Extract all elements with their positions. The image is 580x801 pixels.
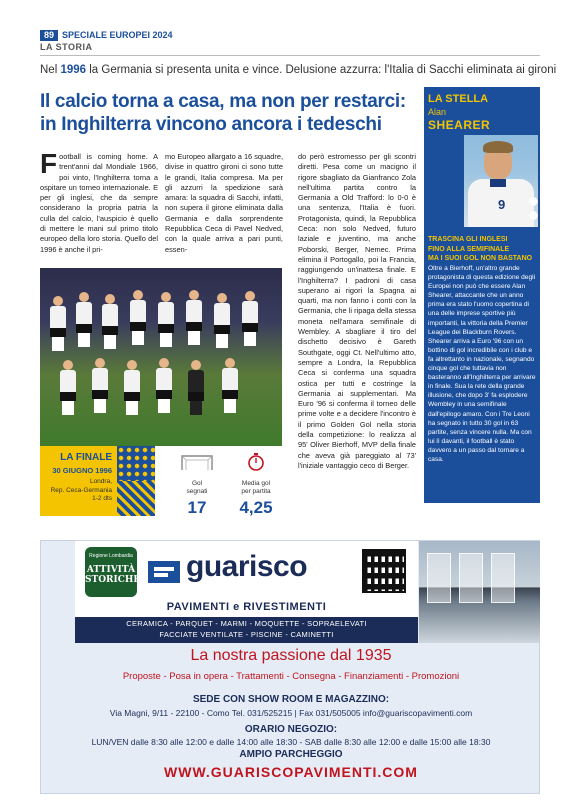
portrait-collar: [490, 179, 506, 187]
final-date: 30 GIUGNO 1996: [52, 466, 112, 475]
stopwatch-icon: [246, 452, 266, 472]
goal-net-icon: [180, 452, 214, 472]
ad-hours-title: ORARIO NEGOZIO:: [244, 724, 338, 735]
guarisco-logo-icon: [148, 561, 180, 583]
ad-website[interactable]: WWW.GUARISCOPAVIMENTI.COM: [164, 764, 418, 780]
final-score: 1-2 dts: [92, 495, 112, 502]
player-figure: [92, 358, 108, 413]
stat-average-value: 4,25: [239, 498, 273, 517]
player-figure: [222, 358, 238, 413]
subsection-title: LA STORIA: [40, 42, 93, 52]
decorative-pattern: [117, 446, 155, 516]
qr-code-icon: [362, 549, 406, 593]
stripes-pattern: [117, 481, 155, 516]
stat-average-label-1: Media gol: [241, 480, 271, 487]
stat-goals-label-1: Gol: [191, 480, 203, 487]
attivita-storiche-badge: [85, 547, 141, 597]
photo-window: [459, 553, 483, 603]
intro-year: 1996: [60, 64, 87, 76]
intro-before: Nel: [40, 64, 61, 76]
stat-average-label: [226, 480, 286, 496]
article-text-2: mo Europeo allargato a 16 squadre, divise in quattro gironi ci sono tutte le grandi, Italia compresa. Ma per gli azzurri la spedizione sarà amara: la squadra di Sacchi, infatti, non supera il girone eliminata dalla Germania e dalla sorprendente Repubblica Ceca di Pavel Nedved, con la quale arriva a pari punti, essen-: [165, 152, 283, 254]
photo-window: [427, 553, 451, 603]
star-player-sidebar: [424, 87, 540, 503]
portrait-hair: [483, 141, 513, 153]
intro-line: [40, 64, 557, 76]
player-figure: [130, 290, 146, 345]
final-match: Rep. Ceca-Germania: [50, 486, 112, 494]
shirt-number: 9: [498, 197, 506, 212]
ad-address: Via Magni, 9/11 - 22100 - Como Tel. 031/525215 | Fax 031/505005 info@guariscopavimenti.com: [109, 708, 473, 718]
article-column-3: [298, 152, 416, 471]
article-text-1: ootball is coming home. A trent'anni dal Mondiale 1966, poi vinto, l'Inghilterra torna a ospitare un torneo internazionale. E per gli inglesi, che da sempre considerano la propria patria la culla del calcio, l'auspicio è quello di mettere le mani sul primo titolo europeo della loro storia. Quello del 1996 è anche il pri-: [40, 152, 158, 254]
article-headline: [40, 90, 420, 136]
section-title: SPECIALE EUROPEI 2024: [62, 30, 173, 40]
ad-services-secondary: Proposte - Posa in opera - Trattamenti - Consegna - Finanziamenti - Promozioni: [122, 671, 460, 682]
player-figure: [242, 291, 258, 346]
stat-average-label-2: per partita: [241, 488, 271, 495]
player-figure: [60, 360, 76, 415]
player-portrait: [464, 135, 538, 227]
badge-region: Regione Lombardia: [89, 553, 133, 559]
player-last-name: SHEARER: [428, 118, 491, 132]
brand-name: guarisco: [186, 550, 308, 583]
page-number: 89: [40, 30, 58, 41]
badge-title: ATTIVITÀ STORICHE: [85, 565, 141, 585]
headline-line-1: Il calcio torna a casa, ma non per restarci:: [40, 91, 406, 112]
team-photo: [40, 268, 282, 446]
stat-goals: [167, 452, 227, 518]
stat-goals-label-2: segnati: [186, 488, 208, 495]
header-divider: [40, 55, 540, 56]
headline-line-2: in Inghilterra vincono ancora i tedeschi: [40, 114, 382, 135]
player-first-name: Alan: [428, 107, 447, 117]
guarisco-advertisement: [40, 540, 540, 794]
player-figure: [124, 360, 140, 415]
player-figure: [158, 292, 174, 347]
photo-window: [491, 553, 515, 603]
ad-services-line-1: CERAMICA - PARQUET - MARMI - MOQUETTE - SOPRAELEVATI: [126, 619, 367, 628]
sidebar-body: Oltre a Bierhoff, un'altro grande protagonista di questa edizione degli Europei non può che essere Alan Shearer, attaccante che un anno prima era stato l'uomo copertina di una delle imprese sportive più importanti, la vittoria della Premier League dei Blackburn Rovers. Shearer arriva a Euro '96 con un bottino di gol incredibile con i club e fa altrettanto in nazionale, segnando cinque gol che tuttavia non basteranno all'Inghilterra per arrivare in finale. Sua la rete della grande illusione, che dopo 3' fa esplodere Wembley in una semifinale dall'epilogo amaro. Con i Tre Leoni ha segnato in tutto 30 gol in 63 partite, senza vincere nulla. Ma con lui lì davanti, il football è stato davvero a un passo dal tornare a casa.: [428, 265, 536, 463]
stat-goals-value: 17: [187, 498, 207, 517]
drop-cap: F: [40, 148, 58, 179]
final-info-box: [40, 446, 117, 516]
stat-goals-label: [167, 480, 227, 496]
sidebar-subtitle: [428, 235, 538, 264]
ad-headquarters-title: SEDE CON SHOW ROOM E MAGAZZINO:: [192, 694, 390, 705]
final-city: Londra,: [89, 478, 112, 485]
article-column-2: [165, 152, 283, 255]
sidebar-subtitle-1: TRASCINA GLI INGLESI: [428, 236, 508, 243]
ad-tagline: PAVIMENTI e RIVESTIMENTI: [75, 599, 418, 625]
goalkeeper-figure: [188, 360, 204, 415]
player-figure: [50, 296, 66, 351]
ad-hours: LUN/VEN dalle 8:30 alle 12:00 e dalle 14:00 alle 18:30 - SAB dalle 8:30 alle 12:00 e dalle 15:00 alle 18:30: [91, 737, 491, 747]
sidebar-subtitle-2: FINO ALLA SEMIFINALE: [428, 245, 510, 253]
page-bar: [40, 30, 173, 41]
player-figure: [156, 358, 172, 413]
ad-passion: La nostra passione dal 1935: [190, 647, 392, 664]
player-figure: [76, 292, 92, 347]
ad-services-line-2: FACCIATE VENTILATE - PISCINE - CAMINETTI: [159, 629, 334, 639]
player-figure: [186, 290, 202, 345]
player-figure: [214, 293, 230, 348]
sidebar-subtitle-3: MA I SUOI GOL NON BASTANO: [428, 255, 533, 262]
article-text-3: do però estromesso per gli scontri diretti. Pesa come un macigno il rigore sbagliato da Gianfranco Zola nell'ultima partita contro la Germania a Old Trafford: lo 0-0 è una sentenza, l'Italia è fuori. Protagonista, quindi, la Repubblica Ceca: non solo Nedved, futuro laziale e juventino, ma anche Poborski, Berger, Nemec. Prima elimina il Portogallo, poi la Francia, raggiungendo un'inattesa finale. E l'Inghilterra? I padroni di casa superano ai rigori la Spagna ai quarti, ma non fanno i conti con la Germania, che li ripaga della stessa moneta nell'amara semifinale di Wembley. A sbagliare il tiro del dischetto decisivo è Gareth Southgate, oggi Ct. Nell'ultimo atto, sempre a Londra, la Repubblica Ceca si conferma una squadra ostica per tutti e costringe la Germania ai supplementari. Ma Euro '96 si conferma il torneo delle prime volte e a decidere l'incontro è il primo Golden Gol nella storia della competizione: lo realizza al 95' Oliver Bierhoff, MVP della finale che aveva già pareggiato al 73' l'iniziale vantaggio ceco di Berger.: [298, 152, 416, 470]
final-title: LA FINALE: [60, 452, 112, 463]
player-figure: [102, 294, 118, 349]
intro-after: la Germania si presenta unita e vince. Delusione azzurra: l'Italia di Sacchi eliminata ai gironi: [86, 64, 557, 76]
page-header: [40, 30, 540, 55]
article-column-1: [40, 148, 158, 255]
ad-parking: AMPIO PARCHEGGIO: [239, 749, 343, 760]
sidebar-header: [424, 87, 540, 227]
showroom-photo: [419, 541, 540, 643]
sidebar-label: LA STELLA: [428, 93, 489, 105]
ad-services: [75, 617, 418, 643]
stat-average: [226, 452, 286, 518]
dots-pattern: [117, 446, 155, 481]
ad-logo-box: [75, 541, 418, 599]
final-place: [45, 478, 112, 504]
